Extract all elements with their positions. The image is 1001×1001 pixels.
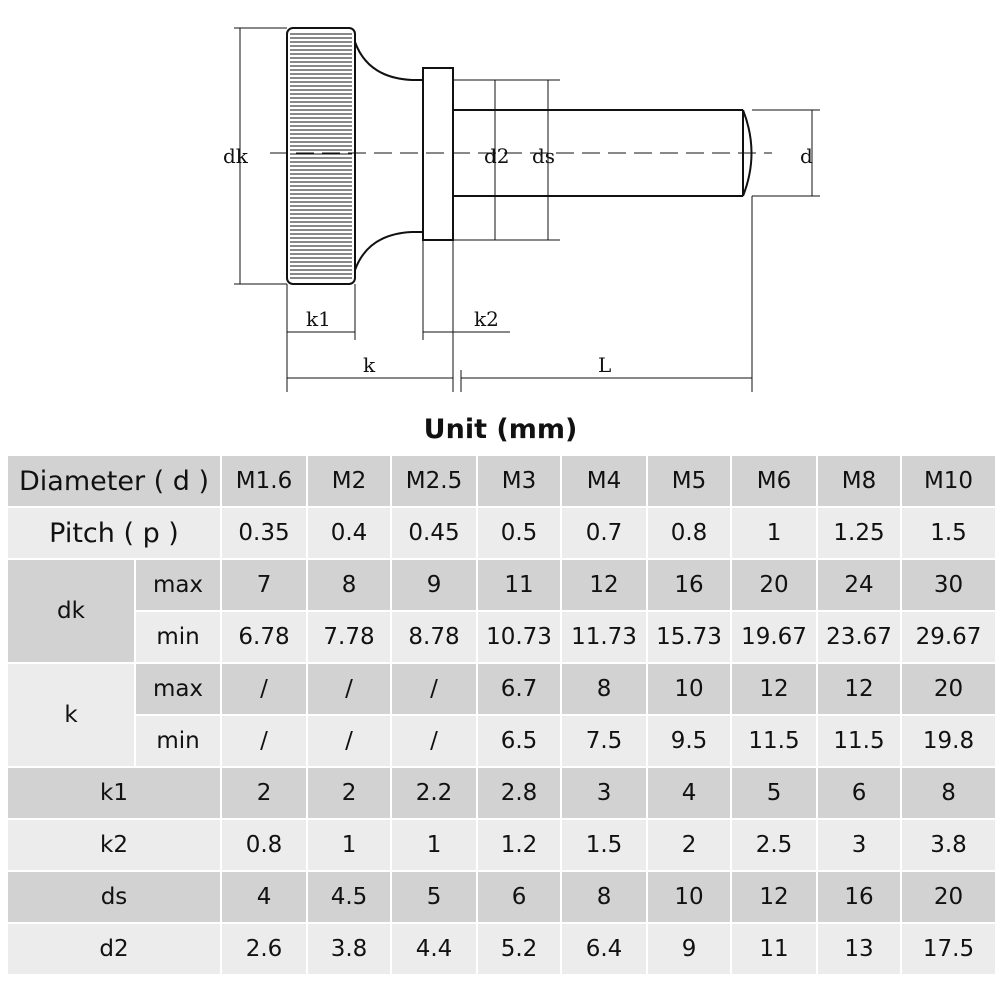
dk-min-cell: 23.67	[817, 611, 901, 663]
k2-cell: 3	[817, 819, 901, 871]
table-row-pitch	[7, 507, 996, 559]
pitch-cell: 1.5	[901, 507, 996, 559]
dk-min-cell: 29.67	[901, 611, 996, 663]
table-row-k-max	[7, 663, 996, 715]
dk-max-cell: 12	[561, 559, 647, 611]
ds-cell: 6	[477, 871, 561, 923]
k-max-cell: 12	[731, 663, 817, 715]
k-max-cell: /	[391, 663, 477, 715]
ds-cell: 5	[391, 871, 477, 923]
table-row-ds	[7, 871, 996, 923]
dk-max-cell: 30	[901, 559, 996, 611]
k1-cell: 2	[221, 767, 307, 819]
pitch-cell: 0.45	[391, 507, 477, 559]
k1-cell: 2.8	[477, 767, 561, 819]
ds-cell: 4	[221, 871, 307, 923]
table-row-dk-min	[7, 611, 996, 663]
label-L: L	[598, 353, 612, 377]
dk-max-cell: 20	[731, 559, 817, 611]
k2-cell: 2	[647, 819, 731, 871]
dk-max-cell: 7	[221, 559, 307, 611]
pitch-cell: 0.7	[561, 507, 647, 559]
k-min-cell: 6.5	[477, 715, 561, 767]
ds-cell: 16	[817, 871, 901, 923]
label-d: d	[800, 144, 813, 168]
size-cell: M2.5	[391, 455, 477, 507]
k1-dimension	[287, 284, 355, 392]
size-cell: M3	[477, 455, 561, 507]
k-max-cell: 6.7	[477, 663, 561, 715]
k1-cell: 8	[901, 767, 996, 819]
d2-cell: 4.4	[391, 923, 477, 975]
k-min-cell: 11.5	[731, 715, 817, 767]
k2-cell: 1.2	[477, 819, 561, 871]
diameter-label: Diameter ( d )	[7, 455, 221, 507]
k-max-cell: /	[307, 663, 391, 715]
table-row-k2	[7, 819, 996, 871]
dk-max-cell: 8	[307, 559, 391, 611]
k1-cell: 2.2	[391, 767, 477, 819]
pitch-cell: 1	[731, 507, 817, 559]
k2-cell: 0.8	[221, 819, 307, 871]
size-cell: M8	[817, 455, 901, 507]
dk-min-cell: 10.73	[477, 611, 561, 663]
k-min-label: min	[135, 715, 221, 767]
pitch-cell: 1.25	[817, 507, 901, 559]
k-max-cell: 12	[817, 663, 901, 715]
k2-label: k2	[7, 819, 221, 871]
k-label: k	[7, 663, 135, 767]
k1-label: k1	[7, 767, 221, 819]
k-min-cell: 7.5	[561, 715, 647, 767]
k-min-cell: /	[221, 715, 307, 767]
label-k2: k2	[474, 307, 499, 331]
unit-title: Unit (mm)	[423, 414, 578, 445]
dk-min-cell: 6.78	[221, 611, 307, 663]
k-min-cell: /	[307, 715, 391, 767]
d2-cell: 17.5	[901, 923, 996, 975]
dk-min-label: min	[135, 611, 221, 663]
label-k1: k1	[306, 307, 331, 331]
k-max-cell: 10	[647, 663, 731, 715]
dk-max-cell: 11	[477, 559, 561, 611]
dk-min-cell: 8.78	[391, 611, 477, 663]
k1-cell: 6	[817, 767, 901, 819]
pitch-cell: 0.8	[647, 507, 731, 559]
label-d2: d2	[484, 144, 510, 168]
ds-label: ds	[7, 871, 221, 923]
ds-cell: 4.5	[307, 871, 391, 923]
k-max-cell: 20	[901, 663, 996, 715]
k2-cell: 1	[391, 819, 477, 871]
d2-cell: 6.4	[561, 923, 647, 975]
ds-cell: 10	[647, 871, 731, 923]
d2-label: d2	[7, 923, 221, 975]
dk-min-cell: 15.73	[647, 611, 731, 663]
ds-cell: 8	[561, 871, 647, 923]
pitch-cell: 0.4	[307, 507, 391, 559]
dk-min-cell: 19.67	[731, 611, 817, 663]
label-k: k	[363, 353, 376, 377]
size-cell: M10	[901, 455, 996, 507]
size-cell: M6	[731, 455, 817, 507]
ds-cell: 12	[731, 871, 817, 923]
spec-table	[6, 454, 997, 976]
size-cell: M1.6	[221, 455, 307, 507]
label-dk: dk	[223, 144, 248, 168]
k-min-cell: /	[391, 715, 477, 767]
k1-cell: 2	[307, 767, 391, 819]
d2-cell: 3.8	[307, 923, 391, 975]
pitch-label: Pitch ( p )	[7, 507, 221, 559]
collar	[423, 68, 453, 240]
table-row-k1	[7, 767, 996, 819]
k1-cell: 4	[647, 767, 731, 819]
dk-min-cell: 7.78	[307, 611, 391, 663]
table-row-dk-max	[7, 559, 996, 611]
table-row-diameter	[7, 455, 996, 507]
dk-max-cell: 9	[391, 559, 477, 611]
k-max-cell: 8	[561, 663, 647, 715]
thumb-screw-diagram	[0, 0, 1001, 410]
knurled-head	[287, 28, 422, 284]
d2-cell: 9	[647, 923, 731, 975]
d2-cell: 2.6	[221, 923, 307, 975]
k2-cell: 3.8	[901, 819, 996, 871]
table-row-d2	[7, 923, 996, 975]
k-max-label: max	[135, 663, 221, 715]
k2-cell: 2.5	[731, 819, 817, 871]
dk-label: dk	[7, 559, 135, 663]
k1-cell: 3	[561, 767, 647, 819]
dk-max-label: max	[135, 559, 221, 611]
label-ds: ds	[532, 144, 556, 168]
d2-cell: 5.2	[477, 923, 561, 975]
k-max-cell: /	[221, 663, 307, 715]
k1-cell: 5	[731, 767, 817, 819]
dk-max-cell: 16	[647, 559, 731, 611]
dk-max-cell: 24	[817, 559, 901, 611]
d2-cell: 13	[817, 923, 901, 975]
pitch-cell: 0.5	[477, 507, 561, 559]
size-cell: M5	[647, 455, 731, 507]
ds-cell: 20	[901, 871, 996, 923]
pitch-cell: 0.35	[221, 507, 307, 559]
table-row-k-min	[7, 715, 996, 767]
d2-cell: 11	[731, 923, 817, 975]
k2-cell: 1	[307, 819, 391, 871]
dk-min-cell: 11.73	[561, 611, 647, 663]
k2-cell: 1.5	[561, 819, 647, 871]
k-min-cell: 19.8	[901, 715, 996, 767]
k-min-cell: 11.5	[817, 715, 901, 767]
size-cell: M2	[307, 455, 391, 507]
k-L-dimension	[287, 196, 752, 392]
size-cell: M4	[561, 455, 647, 507]
k-min-cell: 9.5	[647, 715, 731, 767]
